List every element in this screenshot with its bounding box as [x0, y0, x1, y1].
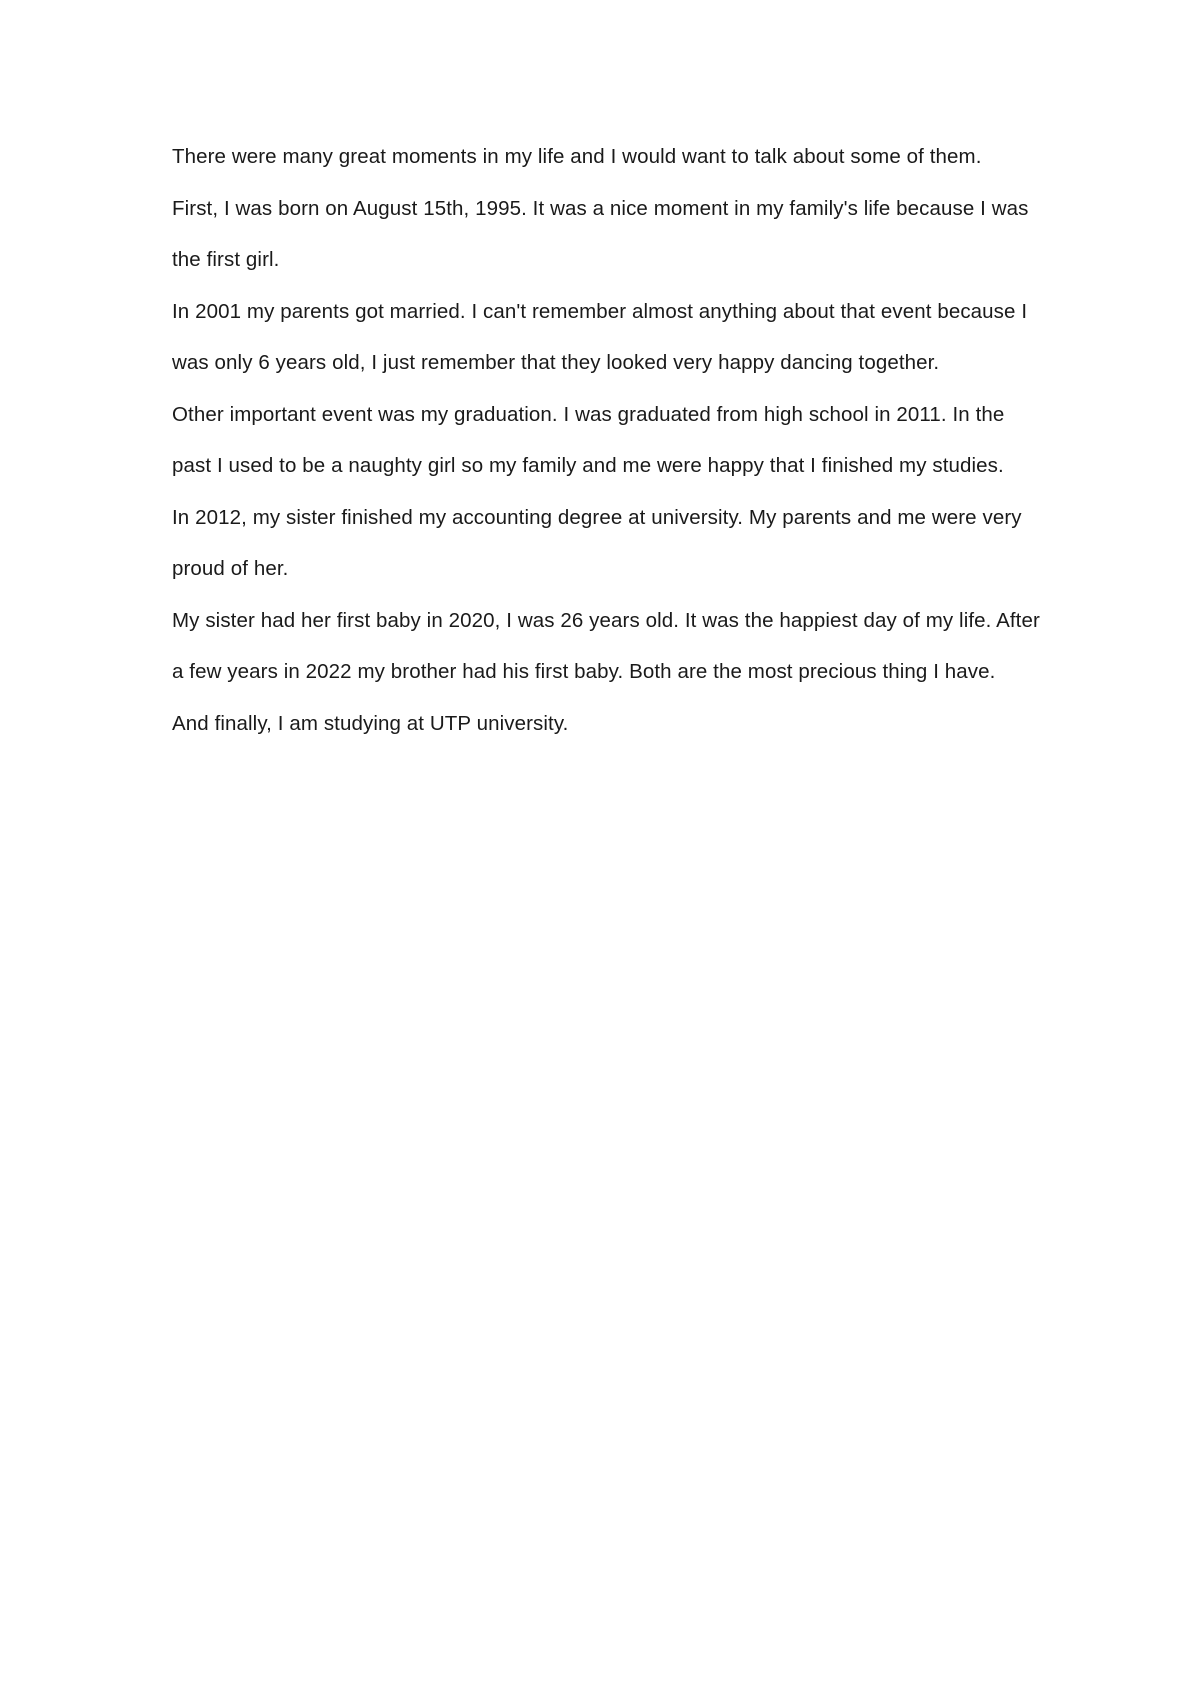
paragraph-sister-degree: In 2012, my sister finished my accounting degree at university. My parents and me were very proud of her.	[172, 505, 1022, 580]
paragraph-parents-wedding: In 2001 my parents got married. I can't remember almost anything about that event because I was only 6 years old, I just remember that they looked very happy dancing together.	[172, 299, 1028, 374]
paragraph-babies: My sister had her first baby in 2020, I was 26 years old. It was the happiest day of my life. After a few years in 2022 my brother had his first baby. Both are the most precious thing I have.	[172, 608, 1040, 683]
paragraph-birth: First, I was born on August 15th, 1995. It was a nice moment in my family's life because I was the first girl.	[172, 196, 1029, 271]
paragraph-graduation: Other important event was my graduation. I was graduated from high school in 2011. In the past I used to be a naughty girl so my family and me were happy that I finished my studies.	[172, 402, 1005, 477]
paragraph-intro: There were many great moments in my life and I would want to talk about some of them.	[172, 145, 982, 168]
paragraph-university: And finally, I am studying at UTP university.	[172, 711, 569, 735]
document-body	[172, 131, 1040, 749]
